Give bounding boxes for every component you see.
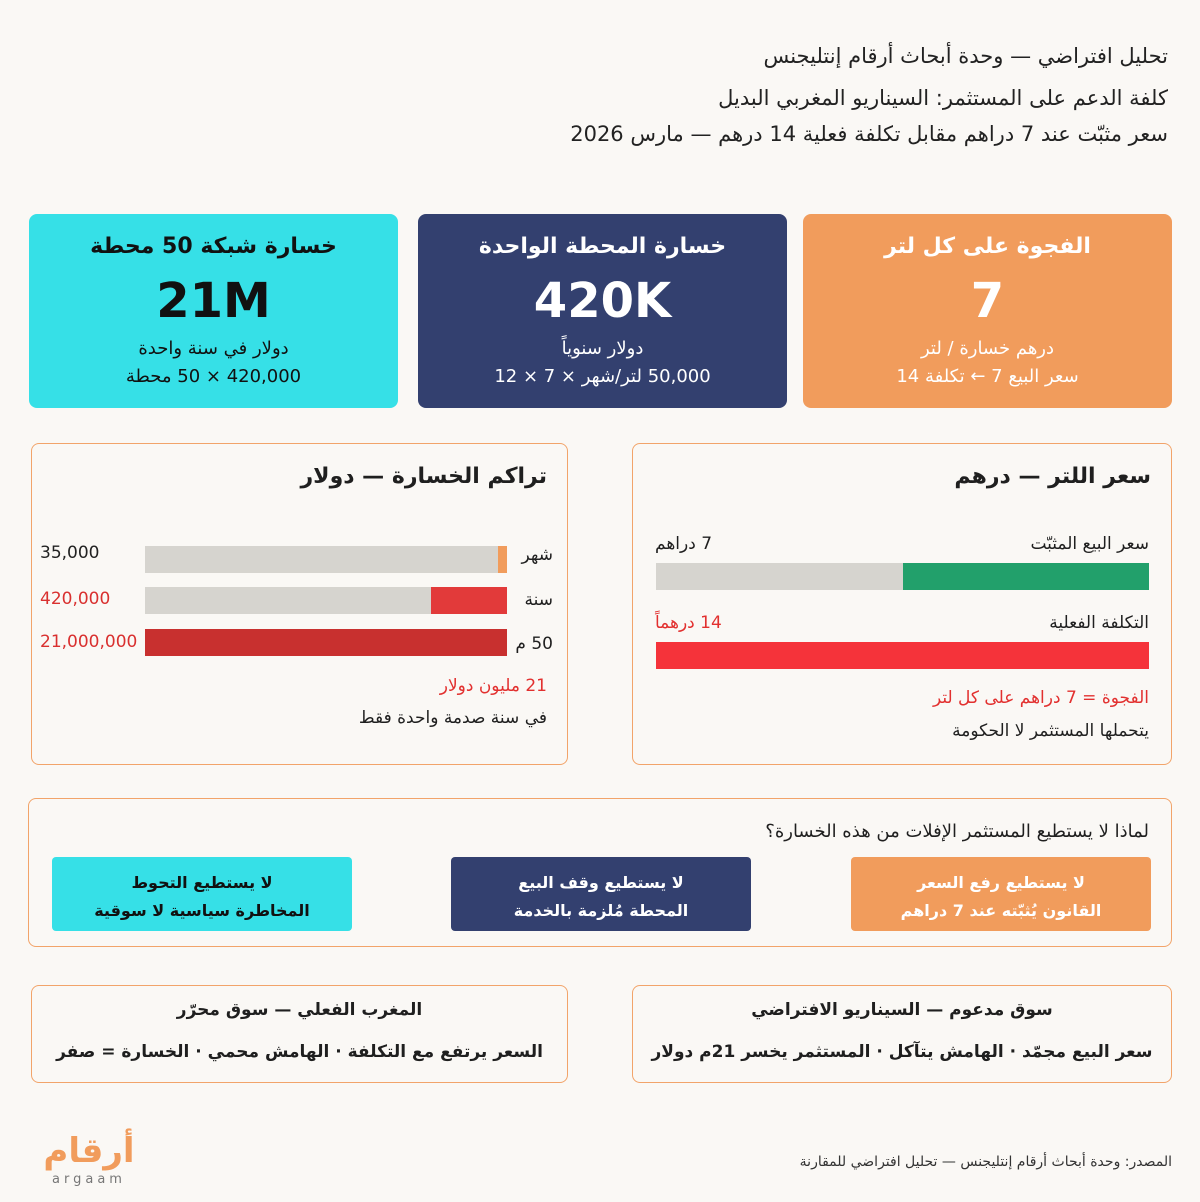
price-panel-title: سعر اللتر — درهم <box>954 464 1151 489</box>
price-bar-track-fixed <box>656 563 1149 590</box>
header-subtitle: كلفة الدعم على المستثمر: السيناريو المغربي البديل <box>718 86 1168 110</box>
kpi-formula: 50,000 لتر/شهر × 7 × 12 <box>494 366 711 387</box>
loss-period-note: في سنة صدمة واحدة فقط <box>358 708 547 728</box>
kpi-title: الفجوة على كل لتر <box>884 234 1091 259</box>
price-bearer-note: يتحملها المستثمر لا الحكومة <box>952 721 1149 741</box>
price-bar-fixed <box>903 563 1150 590</box>
reason-title: لا يستطيع رفع السعر <box>917 873 1085 892</box>
reason-title: لا يستطيع التحوط <box>131 873 273 892</box>
price-panel <box>632 443 1172 765</box>
header-detail: سعر مثبّت عند 7 دراهم مقابل تكلفة فعلية 14 درهم — مارس 2026 <box>570 122 1168 146</box>
loss-panel-title: تراكم الخسارة — دولار <box>300 464 547 489</box>
reason-title: لا يستطيع وقف البيع <box>518 873 684 892</box>
kpi-value: 420K <box>533 273 672 329</box>
kpi-card-station <box>418 214 787 408</box>
price-bar-label-fixed: سعر البيع المثبّت <box>1030 534 1149 554</box>
logo-arabic: أرقام <box>43 1131 135 1171</box>
loss-panel <box>31 443 568 765</box>
price-bar-value-fixed: 7 دراهم <box>655 534 713 554</box>
header-title: تحليل افتراضي — وحدة أبحاث أرقام إنتليجنس <box>763 44 1168 68</box>
loss-bar-track-year <box>145 587 507 614</box>
source-note: المصدر: وحدة أبحاث أرقام إنتليجنس — تحليل افتراضي للمقارنة <box>799 1154 1172 1170</box>
kpi-card-network <box>29 214 398 408</box>
loss-row-label-year: سنة <box>524 590 553 610</box>
kpi-title: خسارة المحطة الواحدة <box>478 234 727 259</box>
price-bar-label-actual: التكلفة الفعلية <box>1049 613 1149 633</box>
price-bar-value-actual: 14 درهماً <box>655 613 722 633</box>
reason-detail: المحطة مُلزمة بالخدمة <box>513 901 689 920</box>
kpi-sub: دولار سنوياً <box>561 338 644 359</box>
kpi-sub: دولار في سنة واحدة <box>138 338 289 359</box>
loss-row-label-month: شهر <box>521 545 553 565</box>
why-panel <box>28 798 1172 947</box>
compare-free-market <box>31 985 568 1083</box>
reason-box-hedge <box>52 857 352 931</box>
loss-row-value-year: 420,000 <box>40 589 111 609</box>
kpi-title: خسارة شبكة 50 محطة <box>90 234 337 259</box>
loss-bar-month <box>498 546 507 573</box>
kpi-value: 21M <box>156 273 271 329</box>
kpi-formula: سعر البيع 7 ← تكلفة 14 <box>896 366 1079 387</box>
price-gap-note: الفجوة = 7 دراهم على كل لتر <box>932 688 1149 708</box>
kpi-sub: درهم خسارة / لتر <box>920 338 1055 359</box>
loss-bar-year <box>431 587 507 614</box>
kpi-card-gap <box>803 214 1172 408</box>
reason-detail: القانون يُثبّته عند 7 دراهم <box>900 901 1102 920</box>
argaam-logo <box>24 1128 154 1188</box>
price-bar-actual <box>656 642 1149 669</box>
compare-title: المغرب الفعلي — سوق محرّر <box>176 1000 423 1020</box>
why-question: لماذا لا يستطيع المستثمر الإفلات من هذه الخسارة؟ <box>765 821 1149 842</box>
loss-bar-track-network <box>145 629 507 656</box>
reason-detail: المخاطرة سياسية لا سوقية <box>94 901 310 920</box>
compare-title: سوق مدعوم — السيناريو الافتراضي <box>751 1000 1053 1020</box>
loss-row-value-month: 35,000 <box>40 543 100 563</box>
loss-row-label-network: 50 م <box>515 634 553 654</box>
price-bar-track-actual <box>656 642 1149 669</box>
loss-bar-network <box>145 629 507 656</box>
compare-desc: سعر البيع مجمّد · الهامش يتآكل · المستثمر يخسر 21م دولار <box>651 1042 1153 1062</box>
kpi-formula: 420,000 × 50 محطة <box>125 366 302 387</box>
kpi-value: 7 <box>970 273 1005 329</box>
reason-box-sales <box>451 857 751 931</box>
loss-total-note: 21 مليون دولار <box>439 676 547 696</box>
loss-row-value-network: 21,000,000 <box>40 632 138 652</box>
compare-subsidized <box>632 985 1172 1083</box>
compare-desc: السعر يرتفع مع التكلفة · الهامش محمي · الخسارة = صفر <box>56 1042 543 1062</box>
logo-latin: argaam <box>52 1172 126 1187</box>
loss-bar-track-month <box>145 546 507 573</box>
reason-box-price <box>851 857 1151 931</box>
